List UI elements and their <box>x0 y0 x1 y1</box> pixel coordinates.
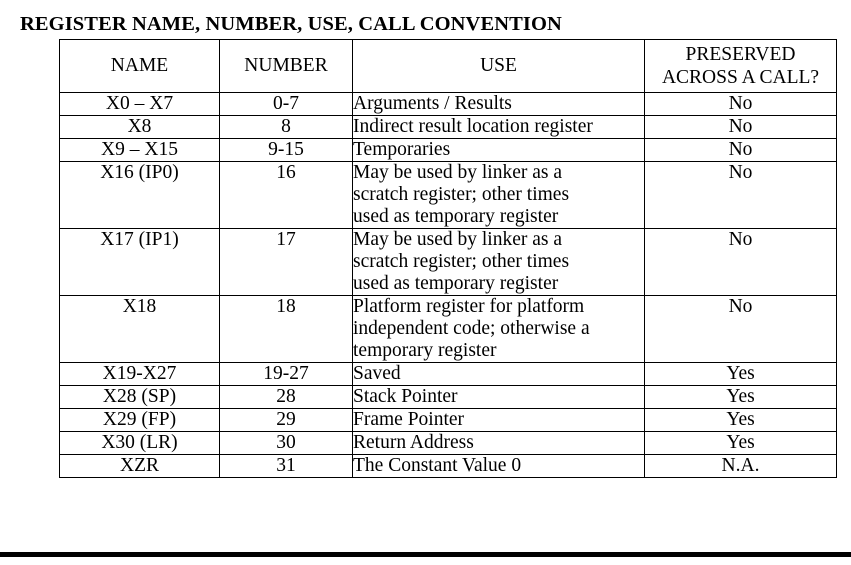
register-name-cell: X28 (SP) <box>60 386 220 409</box>
register-name-cell: X17 (IP1) <box>60 229 220 296</box>
table-row <box>60 386 837 409</box>
register-preserved-cell: No <box>645 296 837 363</box>
register-number-cell: 30 <box>220 432 353 455</box>
register-use-line: scratch register; other times <box>353 184 570 205</box>
register-name-cell: X18 <box>60 296 220 363</box>
register-number-cell: 9-15 <box>220 139 353 162</box>
register-use-cell <box>353 139 645 162</box>
register-name-cell: X8 <box>60 116 220 139</box>
register-use-cell <box>353 455 645 478</box>
register-name-cell: X19-X27 <box>60 363 220 386</box>
register-use-line: Indirect result location register <box>353 116 593 137</box>
register-use-cell <box>353 93 645 116</box>
register-name-cell: X30 (LR) <box>60 432 220 455</box>
register-use-line: used as temporary register <box>353 273 559 294</box>
header-number: NUMBER <box>220 40 353 93</box>
page-title: REGISTER NAME, NUMBER, USE, CALL CONVENTION <box>20 13 562 35</box>
register-preserved-cell: Yes <box>645 409 837 432</box>
table-row <box>60 432 837 455</box>
header-preserved-line1: PRESERVED <box>685 44 796 65</box>
register-use-line: Frame Pointer <box>353 409 465 430</box>
register-use-line: scratch register; other times <box>353 251 570 272</box>
register-preserved-cell: No <box>645 139 837 162</box>
register-number-cell: 28 <box>220 386 353 409</box>
register-use-line: Platform register for platform <box>353 296 585 317</box>
register-number-cell: 17 <box>220 229 353 296</box>
table-row <box>60 93 837 116</box>
register-preserved-cell: No <box>645 229 837 296</box>
register-number-cell: 18 <box>220 296 353 363</box>
register-name-cell: X9 – X15 <box>60 139 220 162</box>
register-use-line: temporary register <box>353 340 497 361</box>
register-use-line: The Constant Value 0 <box>353 455 522 476</box>
register-preserved-cell: Yes <box>645 386 837 409</box>
table-row <box>60 409 837 432</box>
register-use-line: Return Address <box>353 432 474 453</box>
table-row <box>60 139 837 162</box>
register-use-cell <box>353 432 645 455</box>
register-use-cell <box>353 296 645 363</box>
header-preserved-line2: ACROSS A CALL? <box>661 67 820 88</box>
register-use-cell <box>353 363 645 386</box>
register-name-cell: X29 (FP) <box>60 409 220 432</box>
register-number-cell: 19-27 <box>220 363 353 386</box>
register-use-line: Temporaries <box>353 139 451 160</box>
register-number-cell: 31 <box>220 455 353 478</box>
header-preserved <box>645 40 837 93</box>
table-row <box>60 229 837 296</box>
register-preserved-cell: No <box>645 116 837 139</box>
register-preserved-cell: Yes <box>645 432 837 455</box>
table-row <box>60 116 837 139</box>
header-name: NAME <box>60 40 220 93</box>
table-row <box>60 296 837 363</box>
register-name-cell: X16 (IP0) <box>60 162 220 229</box>
register-number-cell: 0-7 <box>220 93 353 116</box>
register-number-cell: 8 <box>220 116 353 139</box>
register-use-line: Stack Pointer <box>353 386 458 407</box>
register-preserved-cell: Yes <box>645 363 837 386</box>
register-number-cell: 16 <box>220 162 353 229</box>
register-use-cell <box>353 162 645 229</box>
register-use-line: May be used by linker as a <box>353 229 563 250</box>
register-use-cell <box>353 409 645 432</box>
register-name-cell: XZR <box>60 455 220 478</box>
register-use-cell <box>353 229 645 296</box>
table-row <box>60 363 837 386</box>
register-use-cell <box>353 116 645 139</box>
register-name-cell: X0 – X7 <box>60 93 220 116</box>
table-row <box>60 162 837 229</box>
register-use-line: May be used by linker as a <box>353 162 563 183</box>
register-preserved-cell: No <box>645 162 837 229</box>
table-header-row <box>60 40 837 93</box>
header-use: USE <box>353 40 645 93</box>
register-use-line: independent code; otherwise a <box>353 318 590 339</box>
register-use-line: Arguments / Results <box>353 93 512 114</box>
register-preserved-cell: No <box>645 93 837 116</box>
register-use-cell <box>353 386 645 409</box>
register-table <box>59 39 837 478</box>
register-use-line: used as temporary register <box>353 206 559 227</box>
register-use-line: Saved <box>353 363 401 384</box>
bottom-rule <box>0 552 851 557</box>
register-number-cell: 29 <box>220 409 353 432</box>
table-row <box>60 455 837 478</box>
register-preserved-cell: N.A. <box>645 455 837 478</box>
